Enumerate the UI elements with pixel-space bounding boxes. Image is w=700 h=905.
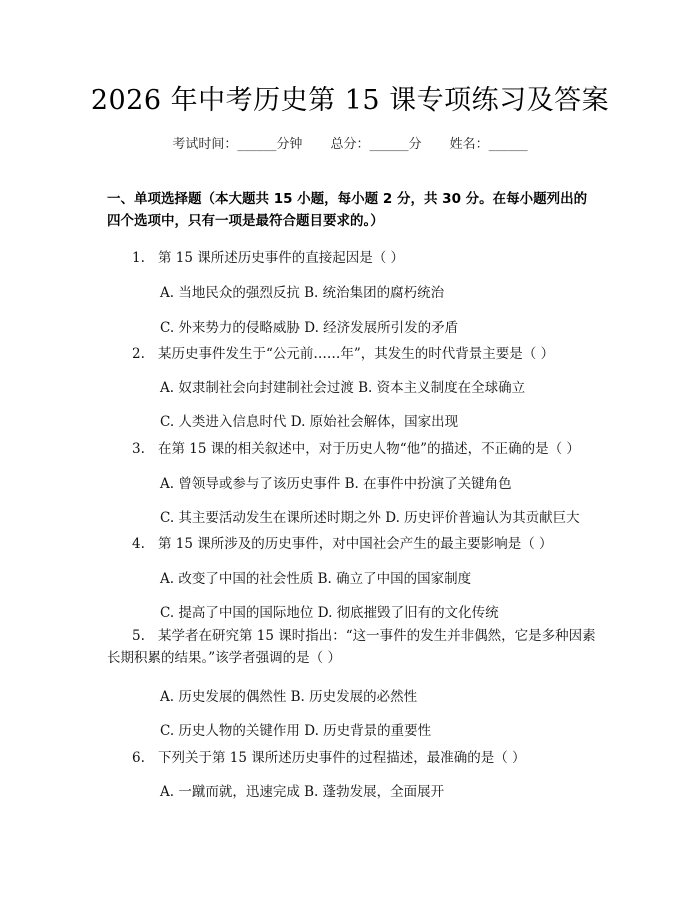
question-options: A. 改变了中国的社会性质 B. 确立了中国的国家制度: [160, 571, 472, 587]
question-text: 第 15 课所涉及的历史事件，对中国社会产生的最主要影响是（ ）: [158, 536, 553, 552]
question-number: 4.: [132, 536, 145, 552]
question-number: 3.: [132, 441, 145, 457]
question: [132, 342, 554, 362]
question-text: 下列关于第 15 课所述历史事件的过程描述，最准确的是（ ）: [158, 750, 526, 766]
question-text: 在第 15 课的相关叙述中，对于历史人物“他”的描述，不正确的是（ ）: [158, 441, 580, 457]
question-number: 2.: [132, 346, 145, 362]
page-title: 2026 年中考历史第 15 课专项练习及答案: [90, 85, 610, 116]
question-options: A. 曾领导或参与了该历史事件 B. 在事件中扮演了关键角色: [160, 476, 512, 492]
total-score-field: 总分：______分: [330, 137, 422, 152]
student-name-field: 姓名：______: [449, 137, 528, 152]
question-text: 某学者在研究第 15 课时指出：“这一事件的发生并非偶然，它是多种因素长期积累的结果。”该学者强调的是（ ）: [107, 628, 596, 666]
exam-meta: [0, 133, 700, 152]
exam-time-field: 考试时间：______分钟: [172, 137, 303, 152]
question-text: 某历史事件发生于“公元前……年”，其发生的时代背景主要是（ ）: [158, 346, 555, 362]
question-options: C. 人类进入信息时代 D. 原始社会解体，国家出现: [160, 414, 459, 430]
section-heading: 一、单项选择题（本大题共 15 小题，每小题 2 分，共 30 分。在每小题列出的四个选项中，只有一项是最符合题目要求的。）: [107, 191, 588, 229]
question-options: C. 其主要活动发生在课所述时期之外 D. 历史评价普遍认为其贡献巨大: [160, 510, 580, 526]
question: [132, 746, 526, 766]
question-options: C. 历史人物的关键作用 D. 历史背景的重要性: [160, 723, 432, 739]
question: [107, 625, 597, 669]
question-options: A. 历史发展的偶然性 B. 历史发展的必然性: [160, 689, 418, 705]
question: [132, 532, 553, 552]
question-text: 第 15 课所述历史事件的直接起因是（ ）: [158, 250, 405, 266]
question-options: C. 提高了中国的国际地位 D. 彻底摧毁了旧有的文化传统: [160, 605, 499, 621]
question: [132, 246, 404, 266]
question-number: 1.: [132, 250, 145, 266]
question-number: 6.: [132, 750, 145, 766]
question-options: A. 当地民众的强烈反抗 B. 统治集团的腐朽统治: [160, 285, 445, 301]
question-options: A. 一蹴而就，迅速完成 B. 蓬勃发展，全面展开: [160, 784, 445, 800]
question-options: C. 外来势力的侵略威胁 D. 经济发展所引发的矛盾: [160, 320, 459, 336]
question: [132, 437, 580, 457]
question-options: A. 奴隶制社会向封建制社会过渡 B. 资本主义制度在全球确立: [160, 380, 526, 396]
question-number: 5.: [132, 628, 145, 644]
